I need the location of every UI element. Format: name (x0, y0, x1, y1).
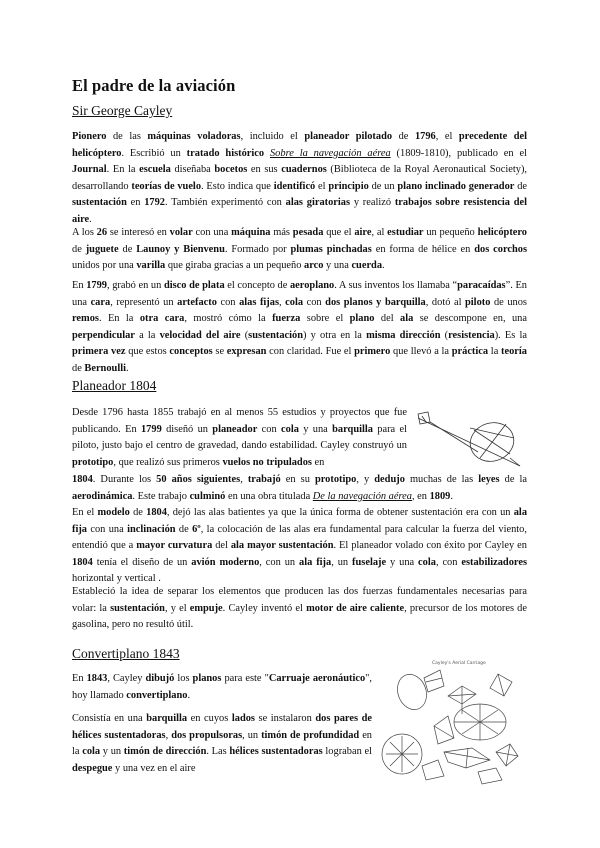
bold-text-run: cara (90, 296, 111, 308)
bold-text-run: empuje (189, 602, 223, 614)
bold-text-run: fuerza (272, 313, 301, 325)
text-run: (Biblioteca de la Royal Aeronautical Society), desarrollando (72, 164, 527, 192)
text-run: , en (411, 490, 430, 502)
text-run: En (72, 280, 87, 291)
bold-text-run: 50 años siguientes (156, 474, 241, 485)
italic-text-run: De la navegación aérea (312, 490, 412, 502)
bold-text-run: vuelos no tripulados (222, 456, 312, 468)
section-heading-planeador-1804: Planeador 1804 (72, 378, 157, 393)
text-run: con una (87, 523, 128, 535)
section-heading-convertiplano-1843: Convertiplano 1843 (72, 646, 180, 661)
text-run: , que realizó sus primeros (113, 456, 223, 468)
bold-text-run: culminó (189, 490, 226, 502)
bold-text-run: tratado histórico (186, 147, 265, 159)
bold-text-run: estabilizadores (461, 556, 527, 568)
text-run: tenía el diseño de un (92, 556, 192, 568)
text-run: con una (192, 227, 232, 238)
bold-text-run: lados (231, 713, 255, 724)
bold-text-run: motor de aire caliente (306, 602, 405, 614)
text-run: el (315, 180, 329, 192)
bold-text-run: sustentación (248, 329, 304, 341)
bold-text-run: leyes (478, 474, 500, 485)
bold-text-run: timón de profundidad (261, 729, 360, 741)
text-run: . A sus inventos los llamaba “ (334, 280, 458, 291)
bold-text-run: 1799 (140, 423, 162, 435)
bold-text-run: aeroplano (289, 280, 335, 291)
text-run: . (187, 689, 191, 701)
bold-text-run: dedujo (374, 474, 405, 485)
text-run: , incluido el (240, 131, 305, 142)
text-run: se descompone en, una (413, 313, 527, 325)
text-run: (1809-1810), publicado en el (390, 147, 527, 159)
text-run: de (118, 243, 137, 255)
text-run: de la (499, 474, 528, 485)
bold-text-run: piloto (465, 296, 491, 308)
bold-text-run: teorías de vuelo (131, 180, 202, 192)
text-run: , (279, 296, 286, 308)
bold-text-run: modelo (97, 507, 130, 518)
text-run: en sus (247, 164, 282, 176)
bold-text-run: plumas pinchadas (290, 243, 372, 255)
bold-text-run: arco (304, 260, 324, 272)
bold-text-run: dos corchos (474, 243, 527, 255)
text-run: . Escribió un (121, 147, 187, 159)
text-run: unidos por una (72, 260, 137, 272)
bold-text-run: primero (354, 346, 391, 358)
text-run: y una (298, 423, 333, 435)
paragraph-1804-durante (72, 472, 527, 505)
text-run: , dotó al (425, 296, 466, 308)
bold-text-run: barquilla (332, 423, 373, 435)
text-run: , mostró cómo la (184, 313, 273, 325)
bold-text-run: 1799 (86, 280, 107, 291)
bold-text-run: cola (281, 423, 299, 435)
bold-text-run: cola (418, 556, 436, 568)
bold-text-run: perpendicular (72, 329, 135, 341)
text-run: Desde 1796 hasta 1855 trabajó en al menos 55 estudios y proyectos que fue publicando. En (72, 407, 407, 435)
bold-text-run: timón de dirección (123, 746, 207, 758)
text-run: del (212, 540, 231, 552)
text-run: diseñaba (170, 164, 215, 176)
text-run: Consistía en una (72, 713, 147, 724)
text-run: En (72, 673, 87, 684)
aerial-carriage-sketch-figure (378, 656, 530, 788)
text-run: . Esto indica que (201, 180, 274, 192)
text-run: . (89, 213, 92, 225)
text-run: , y (356, 474, 375, 485)
text-run: y una vez en el aire (112, 762, 196, 774)
bold-text-run: ala (400, 313, 414, 325)
text-run: para este " (221, 673, 269, 684)
bold-text-run: cola (285, 296, 304, 308)
bold-text-run: ala fija (299, 556, 332, 568)
bold-text-run: precedente del helicóptero (72, 131, 527, 159)
text-run: de (392, 131, 415, 142)
text-run: , (165, 729, 172, 741)
text-run: de unos (490, 296, 527, 308)
text-run: . Cayley inventó el (222, 602, 307, 614)
text-run: En el (72, 507, 98, 518)
bold-text-run: Launoy y Bienvenu (136, 243, 225, 255)
text-run: , y el (164, 602, 190, 614)
bold-text-run: aerodinámica (72, 490, 133, 502)
bold-text-run: disco de plata (163, 280, 225, 291)
text-run: sobre el (300, 313, 350, 325)
bold-text-run: identificó (273, 180, 316, 192)
bold-text-run: dos pares de hélices sustentadoras (72, 713, 372, 741)
text-run: ( (440, 329, 449, 341)
text-run: diseñó un (161, 423, 213, 435)
text-run: en (311, 456, 325, 468)
bold-text-run: 1804 (72, 556, 93, 568)
text-run: , dejó las alas batientes ya que la única forma de obtener sustentación era con un (166, 507, 514, 518)
text-run: la (488, 346, 502, 358)
bold-text-run: máquina (231, 227, 271, 238)
bold-text-run: cuadernos (281, 164, 327, 176)
text-run: ", hoy llamado (72, 673, 372, 701)
text-run: para el piloto, justo bajo el centro de gravedad, dando estabilidad. Cayley construyó un (72, 423, 408, 452)
text-run: . (125, 362, 129, 374)
text-run: en su (280, 474, 315, 485)
bold-text-run: dos planos y barquilla (325, 296, 426, 308)
bold-text-run: misma dirección (366, 329, 441, 341)
bold-text-run: planeador pilotado (304, 131, 393, 142)
bold-text-run: ala fija (72, 507, 528, 535)
bold-text-run: artefacto (177, 296, 217, 308)
text-run: , el (435, 131, 459, 142)
section-heading-sir-george-cayley: Sir George Cayley (72, 103, 173, 118)
text-run: , representó un (110, 296, 178, 308)
bold-text-run: aire (354, 227, 372, 238)
bold-text-run: varilla (136, 260, 166, 272)
text-run: más (270, 227, 293, 238)
text-run: que estos (125, 346, 170, 358)
bold-text-run: 26 (96, 227, 108, 238)
bold-text-run: estudiar (387, 227, 424, 238)
text-run: ) y otra en la (303, 329, 367, 341)
bold-text-run: volar (169, 227, 193, 238)
text-run: de (175, 523, 193, 535)
paragraph-pionero (72, 129, 527, 229)
glider-sketch-figure (410, 408, 530, 470)
bold-text-run: Carruaje aeronáutico (268, 673, 366, 684)
text-run: , (240, 474, 248, 485)
text-run: de (72, 362, 85, 374)
text-run: se instalaron (254, 713, 316, 724)
text-run: con claridad. Fue el (266, 346, 355, 358)
text-run: . En la (106, 164, 140, 176)
text-run: . El planeador volado con éxito por Cayley en (333, 540, 527, 552)
page-title: El padre de la aviación (72, 76, 236, 95)
bold-text-run: 1809 (429, 490, 451, 502)
bold-text-run: remos (72, 313, 99, 325)
paragraph-modelo-1804 (72, 505, 527, 588)
bold-text-run: 1804 (146, 507, 167, 518)
italic-text-run: Sobre la navegación aérea (269, 147, 391, 159)
bold-text-run: avión moderno (191, 556, 260, 568)
text-run: , Cayley (107, 673, 146, 684)
text-run: y una (323, 260, 352, 272)
text-run: un pequeño (423, 227, 478, 238)
bold-text-run: expresan (226, 346, 267, 358)
bold-text-run: planos (192, 673, 222, 684)
text-run: , precursor de los motores de gasolina, pero no resultó útil. (72, 602, 527, 631)
bold-text-run: helicóptero (477, 227, 528, 238)
bold-text-run: velocidad del aire (159, 329, 241, 341)
bold-text-run: sustentación (72, 197, 127, 209)
bold-text-run: pesada (292, 227, 324, 238)
text-run: en forma de hélice en (371, 243, 475, 255)
bold-text-run: cola (82, 746, 101, 758)
text-run: Estableció la idea de separar los elementos que producen las dos fuerzas fundamentales necesarias para volar: la (72, 586, 527, 614)
text-run: que giraba gracias a un pequeño (165, 260, 304, 272)
text-run: lograban el (322, 746, 372, 758)
text-run: horizontal y vertical . (72, 573, 161, 585)
bold-text-run: alas giratorias (285, 197, 351, 209)
bold-text-run: sustentación (110, 602, 165, 614)
text-run: con (216, 296, 240, 308)
bold-text-run: 1796 (414, 131, 436, 142)
text-run: con (257, 423, 282, 435)
text-run: en (126, 197, 145, 209)
bold-text-run: juguete (85, 243, 119, 255)
bold-text-run: conceptos (169, 346, 213, 358)
bold-text-run: hélices sustentadoras (229, 746, 323, 758)
text-run: en cuyos (187, 713, 232, 724)
text-run: de un (368, 180, 398, 192)
text-run: en la (72, 729, 372, 758)
text-run: que el (323, 227, 355, 238)
text-run: se (212, 346, 227, 358)
bold-text-run: Journal (72, 164, 107, 176)
text-run: ). Es la (494, 329, 528, 341)
text-run: . Este trabajo (132, 490, 190, 502)
bold-text-run: inclinación (127, 523, 176, 535)
bold-text-run: prototipo (72, 456, 114, 468)
text-run: que llevó a la (390, 346, 452, 358)
bold-text-run: plano inclinado generador (397, 180, 515, 192)
text-run: , con un (259, 556, 300, 568)
bold-text-run: planeador (212, 423, 258, 435)
paragraph-a-los-26 (72, 225, 527, 275)
text-run: a la (134, 329, 160, 341)
text-run: y una (386, 556, 419, 568)
text-run: muchas de las (404, 474, 479, 485)
bold-text-run: primera vez (72, 346, 126, 358)
bold-text-run: barquilla (146, 713, 188, 724)
text-run: . (382, 260, 385, 272)
text-run: . Las (206, 746, 230, 758)
text-run: , un (242, 729, 262, 741)
bold-text-run: despegue (72, 762, 113, 774)
text-run: de (129, 507, 147, 518)
text-run: y realizó (350, 197, 395, 209)
bold-text-run: paracaídas (457, 280, 506, 291)
bold-text-run: práctica (451, 346, 489, 358)
text-run: de (72, 243, 86, 255)
text-run: , un (331, 556, 353, 568)
text-run: de las (106, 131, 148, 142)
text-run: . También experimentó con (165, 197, 286, 209)
paragraph-1843-carruaje (72, 671, 372, 704)
bold-text-run: Pionero (72, 131, 107, 142)
bold-text-run: dos propulsoras (171, 729, 243, 741)
bold-text-run: convertiplano (126, 689, 188, 701)
text-run: , la colocación de las alas era fundamental para calcular la fuerza del viento, entendió que a (72, 523, 527, 552)
text-run: , con (435, 556, 462, 568)
text-run: ( (240, 329, 249, 341)
bold-text-run: 1792 (144, 197, 165, 209)
bold-text-run: trabajó (247, 474, 281, 485)
bold-text-run: resistencia (448, 329, 495, 341)
bold-text-run: bocetos (214, 164, 248, 176)
paragraph-separar-fuerzas (72, 584, 527, 634)
text-run: del (374, 313, 401, 325)
bold-text-run: mayor curvatura (136, 540, 213, 552)
bold-text-run: prototipo (314, 474, 357, 485)
text-run: , grabó en un (106, 280, 164, 291)
bold-text-run: ala mayor sustentación (230, 540, 334, 552)
bold-text-run: principio (328, 180, 369, 192)
text-run: . (450, 490, 453, 502)
bold-text-run: cuerda (351, 260, 383, 272)
bold-text-run: fuselaje (352, 556, 387, 568)
text-run: . Formado por (224, 243, 291, 255)
bold-text-run: escuela (139, 164, 171, 176)
bold-text-run: 1804 (72, 474, 93, 485)
bold-text-run: 6º (192, 523, 201, 535)
text-run: y un (100, 746, 124, 758)
paragraph-1799-disco-de-plata (72, 278, 527, 378)
text-run: de (514, 180, 528, 192)
bold-text-run: otra cara (139, 313, 185, 325)
text-run: los (174, 673, 193, 684)
text-run: en una obra titulada (225, 490, 313, 502)
bold-text-run: 1843 (86, 673, 108, 684)
bold-text-run: plano (349, 313, 375, 325)
bold-text-run: máquinas voladoras (147, 131, 241, 142)
text-run: A los (72, 227, 97, 238)
text-run: . Durante los (92, 474, 157, 485)
bold-text-run: Bernoulli (84, 362, 126, 374)
text-run: el concepto de (224, 280, 290, 291)
text-run: se interesó en (107, 227, 170, 238)
bold-text-run: trabajos sobre resistencia del aire (72, 197, 527, 225)
text-run: . En la (98, 313, 140, 325)
text-run: ”. En una (72, 280, 527, 308)
figure-caption: Cayley's Aerial Carriage (432, 661, 486, 666)
bold-text-run: teoría (501, 346, 527, 358)
text-run: con (303, 296, 326, 308)
bold-text-run: alas fijas (239, 296, 279, 308)
paragraph-barquilla-helices (72, 711, 372, 777)
bold-text-run: dibujó (145, 673, 175, 684)
paragraph-desde-1796 (72, 405, 407, 471)
text-run: , al (371, 227, 388, 238)
